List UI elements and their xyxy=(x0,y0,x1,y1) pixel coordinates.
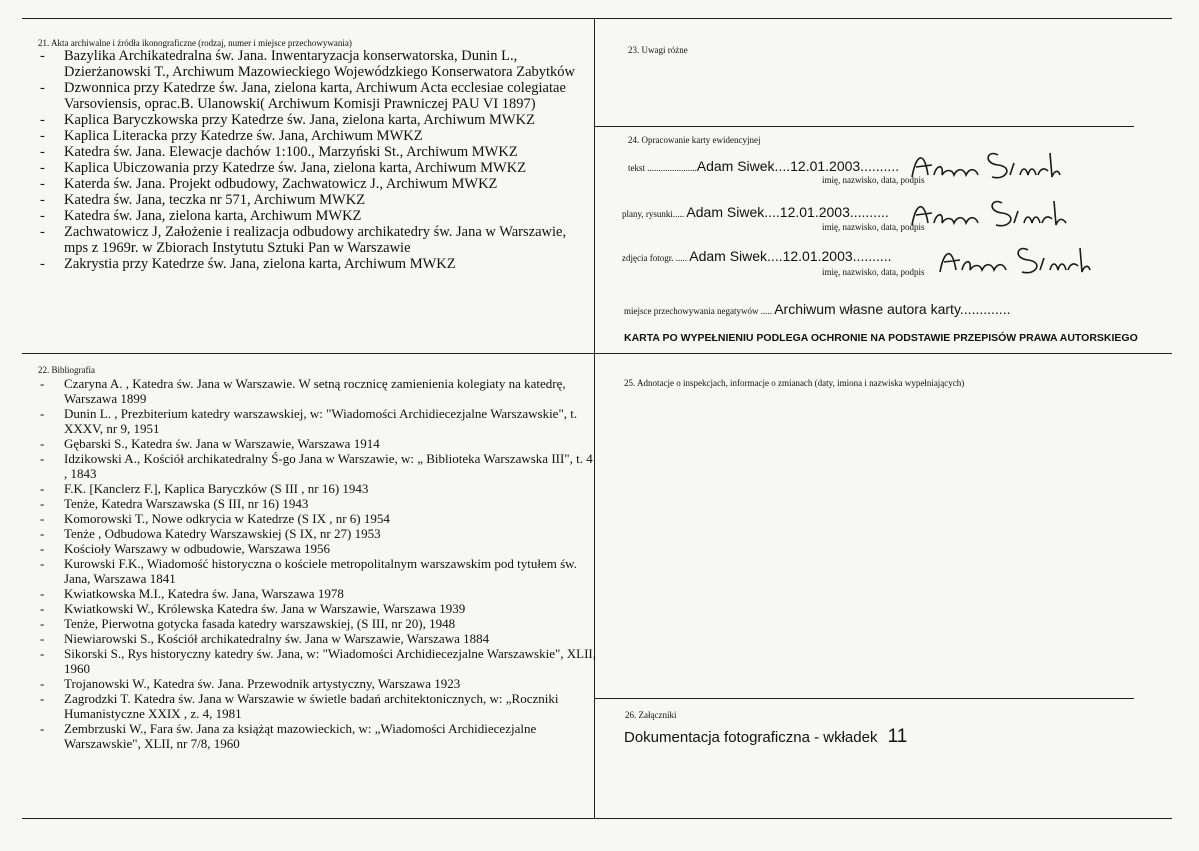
copyright-note: KARTA PO WYPEŁNIENIU PODLEGA OCHRONIE NA PODSTAWIE PRZEPISÓW PRAWA AUTORSKIEGO xyxy=(624,332,1138,344)
bibliography-list xyxy=(36,376,596,751)
signature-1 xyxy=(902,145,1062,185)
bibliography-item: - Zagrodzki T. Katedra św. Jana w Warszawie w świetle badań architektonicznych, w: „Roczniki Humanistyczne XXIX , z. 4, 1981 xyxy=(36,691,596,721)
bibliography-item: - Niewiarowski S., Kościół archikatedralny św. Jana w Warszawie, Warszawa 1884 xyxy=(36,631,596,646)
bibliography-item: - Tenże, Pierwotna gotycka fasada katedry warszawskiej, (S III, nr 20), 1948 xyxy=(36,616,596,631)
bibliography-item: - Sikorski S., Rys historyczny katedry św. Jana, w: "Wiadomości Archidiecezjalne Warszawskie", XLII, 1960 xyxy=(36,646,596,676)
bibliography-item: - Komorowski T., Nowe odkrycia w Katedrze (S IX , nr 6) 1954 xyxy=(36,511,596,526)
archive-source-item: - Katedra św. Jana. Elewacje dachów 1:100., Marzyński St., Archiwum MWKZ xyxy=(36,144,576,160)
bibliography-item: - F.K. [Kanclerz F.], Kaplica Baryczków (S III , nr 16) 1943 xyxy=(36,481,596,496)
negatywy-value: Archiwum własne autora karty............. xyxy=(774,301,1011,317)
bibliography-item: - Tenże, Katedra Warszawska (S III, nr 16) 1943 xyxy=(36,496,596,511)
section-25-label: 25. Adnotacje o inspekcjach, informacje o zmianach (daty, imiona i nazwiska wypełniających) xyxy=(624,378,965,388)
tekst-prefix: tekst xyxy=(628,163,645,173)
archive-source-item: - Katedra św. Jana, zielona karta, Archiwum MWKZ xyxy=(36,208,576,224)
bibliography-item: - Kwiatkowski W., Królewska Katedra św. Jana w Warszawie, Warszawa 1939 xyxy=(36,601,596,616)
divider-23-24 xyxy=(594,126,1134,127)
bibliography-item: - Dunin L. , Prezbiterium katedry warszawskiej, w: "Wiadomości Archidiecezjalne Warszawskie", t. XXXV, nr 9, 1951 xyxy=(36,406,596,436)
bibliography-item: - Kurowski F.K., Wiadomość historyczna o kościele metropolitalnym warszawskim pod tytułem św. Jana, Warszawa 1841 xyxy=(36,556,596,586)
plany-prefix: plany, rysunki..... xyxy=(622,209,685,219)
plany-caption: imię, nazwisko, data, podpis xyxy=(822,222,925,232)
archive-source-item: - Bazylika Archikatedralna św. Jana. Inwentaryzacja konserwatorska, Dunin L., Dzierżanowski T., Archiwum Mazowieckiego Wojewódzkiego Konserwatora Zabytków xyxy=(36,48,576,80)
signature-3 xyxy=(932,242,1092,278)
archive-source-item: - Katedra św. Jana, teczka nr 571, Archiwum MWKZ xyxy=(36,192,576,208)
zdjecia-row xyxy=(622,248,892,264)
middle-divider xyxy=(22,353,1172,354)
bibliography-item: - Zembrzuski W., Fara św. Jana za książąt mazowieckich, w: „Wiadomości Archidiecezjalne Warszawskie", XLII, nr 7/8, 1960 xyxy=(36,721,596,751)
bibliography-item: - Czaryna A. , Katedra św. Jana w Warszawie. W setną rocznicę zamienienia kolegiaty na katedrę, Warszawa 1899 xyxy=(36,376,596,406)
archive-source-item: - Katerda św. Jana. Projekt odbudowy, Zachwatowicz J., Archiwum MWKZ xyxy=(36,176,576,192)
tekst-value: Adam Siwek....12.01.2003.......... xyxy=(696,158,900,174)
evidence-card xyxy=(22,18,1172,836)
bibliography-item: - Tenże , Odbudowa Katedry Warszawskiej (S IX, nr 27) 1953 xyxy=(36,526,596,541)
tekst-lead: ...................... xyxy=(647,163,697,173)
bibliography-item: - Idzikowski A., Kościół archikatedralny Ś-go Jana w Warszawie, w: „ Biblioteka Warszawska III", t. 4 , 1843 xyxy=(36,451,596,481)
top-border xyxy=(22,18,1172,19)
attachments-description: Dokumentacja fotograficzna - wkładek xyxy=(624,729,878,746)
plany-value: Adam Siwek....12.01.2003.......... xyxy=(686,204,889,220)
tekst-row xyxy=(628,158,899,174)
section-26-label: 26. Załączniki xyxy=(625,710,677,720)
negatywy-prefix: miejsce przechowywania negatywów ..... xyxy=(624,306,772,316)
archive-source-item: - Kaplica Baryczkowska przy Katedrze św. Jana, zielona karta, Archiwum MWKZ xyxy=(36,112,576,128)
bibliography-item: - Gębarski S., Katedra św. Jana w Warszawie, Warszawa 1914 xyxy=(36,436,596,451)
bibliography-item: - Kościoły Warszawy w odbudowie, Warszawa 1956 xyxy=(36,541,596,556)
tekst-caption: imię, nazwisko, data, podpis xyxy=(822,175,925,185)
zdjecia-value: Adam Siwek....12.01.2003.......... xyxy=(689,248,892,264)
zdjecia-prefix: zdjęcia fotogr. ..... xyxy=(622,253,687,263)
plany-row xyxy=(622,204,889,220)
archive-source-item: - Dzwonnica przy Katedrze św. Jana, zielona karta, Archiwum Acta ecclesiae colegiatae Varsoviensis, oprac.B. Ulanowski( Archiwum Komisji Prawniczej PAU VI 1897) xyxy=(36,80,576,112)
bottom-border xyxy=(22,818,1172,819)
attachments-count: 11 xyxy=(887,726,908,747)
archive-source-item: - Zakrystia przy Katedrze św. Jana, zielona karta, Archiwum MWKZ xyxy=(36,256,576,272)
archive-source-item: - Zachwatowicz J, Założenie i realizacja odbudowy archikatedry św. Jana w Warszawie, mps z 1969r. w Zbiorach Instytutu Sztuki Pan w Warszawie xyxy=(36,224,576,256)
bibliography-item: - Kwiatkowska M.I., Katedra św. Jana, Warszawa 1978 xyxy=(36,586,596,601)
negatywy-row xyxy=(624,301,1010,317)
section-21-label: 21. Akta archiwalne i źródła ikonograficzne (rodzaj, numer i miejsce przechowywania) xyxy=(38,38,352,48)
archive-source-item: - Kaplica Literacka przy Katedrze św. Jana, Archiwum MWKZ xyxy=(36,128,576,144)
signature-2 xyxy=(902,195,1072,231)
archive-sources-list xyxy=(36,48,576,272)
section-24-label: 24. Opracowanie karty ewidencyjnej xyxy=(628,135,761,145)
zdjecia-caption: imię, nazwisko, data, podpis xyxy=(822,267,925,277)
attachments-text xyxy=(624,726,907,748)
archive-source-item: - Kaplica Ubiczowania przy Katedrze św. Jana, zielona karta, Archiwum MWKZ xyxy=(36,160,576,176)
bibliography-item: - Trojanowski W., Katedra św. Jana. Przewodnik artystyczny, Warszawa 1923 xyxy=(36,676,596,691)
section-22-label: 22. Bibliografia xyxy=(38,365,95,375)
section-23-label: 23. Uwagi różne xyxy=(628,45,688,55)
divider-25-26 xyxy=(594,698,1134,699)
